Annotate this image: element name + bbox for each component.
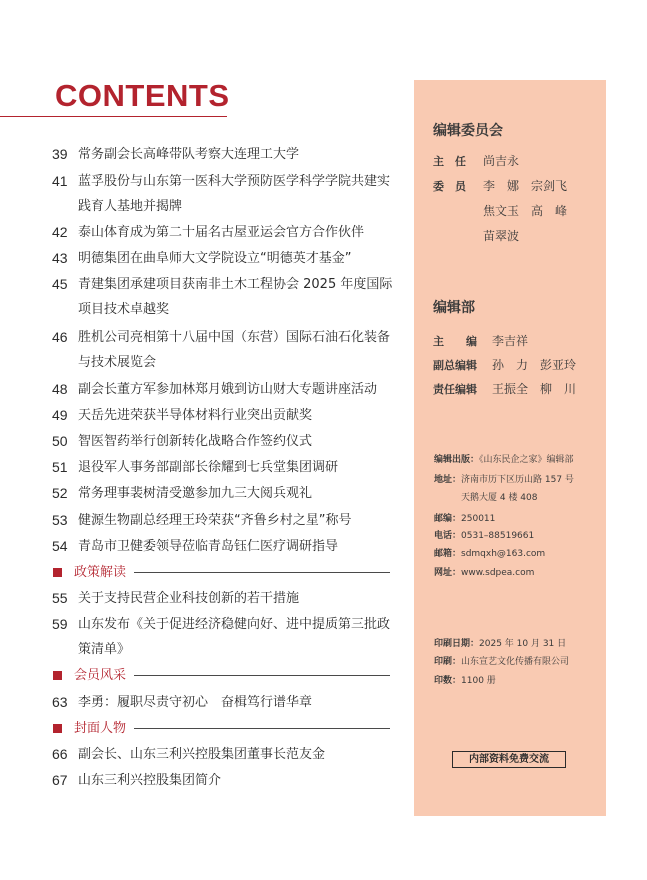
deputy-name: 孙 力 [492,358,529,372]
postcode-value: 250011 [461,514,496,524]
editor-label: 责任编辑 [433,383,477,396]
member-name: 焦文玉 [483,204,520,218]
page-number: 41 [52,173,68,189]
entry-title: 常务副会长高峰带队考察大连理工大学 [78,147,300,162]
entry-title: 副会长、山东三利兴控股集团董事长范友金 [78,747,326,762]
section-cover [52,719,390,739]
phone-value: 0531–88519661 [461,531,535,541]
page-number: 67 [52,772,68,788]
toc-entry[interactable] [52,455,402,480]
entry-title: 副会长董方军参加林郑月娥到访山财大专题讲座活动 [78,382,378,397]
entry-title: 山东三利兴控股集团简介 [78,773,222,788]
printer-line [434,656,569,668]
editor-name: 王振全 [492,382,529,396]
print-date-value: 2025 年 10 月 31 日 [479,639,567,649]
web-label: 网址： [434,568,462,578]
toc-entry[interactable] [52,246,402,271]
section-label: 政策解读 [74,565,127,580]
chief-label: 主 编 [433,335,477,348]
copies-label: 印数： [434,676,462,686]
dept-title: 编辑部 [433,300,475,316]
print-date-label: 印刷日期： [434,639,480,649]
page-number: 50 [52,433,68,449]
page-title: CONTENTS [55,78,230,113]
toc-entry[interactable] [52,272,402,322]
toc-entry[interactable] [52,429,402,454]
section-label: 封面人物 [74,721,127,736]
member-label: 委 员 [433,180,466,193]
toc-entry[interactable] [52,742,402,767]
title-rule [0,116,227,117]
page-number: 53 [52,512,68,528]
entry-title: 常务理事裴树清受邀参加九三大阅兵观礼 [78,486,313,501]
toc-entry[interactable] [52,534,402,559]
address-line [434,474,574,486]
entry-title: 蓝孚股份与山东第一医科大学预防医学科学学院共建实践育人基地并揭牌 [78,174,391,214]
entry-title: 李勇：履职尽责守初心 奋楫笃行谱华章 [78,695,313,710]
section-members [52,666,390,686]
entry-title: 智医智药举行创新转化战略合作签约仪式 [78,434,313,449]
toc-entry[interactable] [52,403,402,428]
internal-notice-stamp: 内部资料免费交流 [452,751,566,768]
toc-entry[interactable] [52,325,402,375]
toc-entry[interactable] [52,586,402,611]
entry-title: 泰山体育成为第二十届名古屋亚运会官方合作伙伴 [78,225,365,240]
member-name: 宗剑飞 [531,179,568,193]
member-name: 李 娜 [483,179,520,193]
postcode-line [434,513,495,525]
entry-title: 天岳先进荣获半导体材料行业突出贡献奖 [78,408,313,423]
deputy-name: 彭亚玲 [540,358,577,372]
director-name: 尚吉永 [483,154,520,168]
page-number: 39 [52,146,68,162]
address-value: 济南市历下区历山路 157 号 [461,475,574,485]
page-number: 52 [52,485,68,501]
deputy-label: 副总编辑 [433,359,477,372]
publisher-line [434,454,574,466]
toc-entry[interactable] [52,220,402,245]
email-line [434,548,545,560]
page-number: 43 [52,250,68,266]
address-line-2: 天鹅大厦 4 楼 408 [461,493,538,503]
committee-title: 编辑委员会 [433,123,503,139]
printer-value: 山东宣艺文化传播有限公司 [461,657,570,667]
print-date-line [434,638,566,650]
entry-title: 青岛市卫健委领导莅临青岛钰仁医疗调研指导 [78,539,339,554]
page-number: 55 [52,590,68,606]
page-number: 46 [52,329,68,345]
page-number: 54 [52,538,68,554]
page-number: 45 [52,276,68,292]
postcode-label: 邮编： [434,514,462,524]
member-name: 苗翠波 [483,229,520,243]
section-marker [53,671,62,680]
page-number: 49 [52,407,68,423]
toc-entry[interactable] [52,612,402,662]
section-divider [134,572,390,573]
entry-title: 山东发布《关于促进经济稳健向好、进中提质第三批政策清单》 [78,617,391,657]
director-label: 主 任 [433,155,466,168]
toc-entry[interactable] [52,690,402,715]
entry-title: 退役军人事务部副部长徐耀到七兵堂集团调研 [78,460,339,475]
page-number: 48 [52,381,68,397]
entry-title: 健源生物副总经理王玲荣获“齐鲁乡村之星”称号 [78,513,352,528]
email-value[interactable]: sdmqxh@163.com [461,549,546,559]
entry-title: 关于支持民营企业科技创新的若干措施 [78,591,300,606]
chief-name: 李吉祥 [492,334,529,348]
page-number: 63 [52,694,68,710]
publisher-label: 编辑出版： [434,455,480,465]
toc-entry[interactable] [52,508,402,533]
toc-entry[interactable] [52,142,402,167]
toc-entry[interactable] [52,481,402,506]
publisher-value: 《山东民企之家》编辑部 [479,455,574,465]
page-number: 59 [52,616,68,632]
section-marker [53,724,62,733]
toc-entry[interactable] [52,768,402,793]
section-divider [134,675,390,676]
page-number: 66 [52,746,68,762]
phone-line [434,530,534,542]
page-number: 42 [52,224,68,240]
copies-line [434,675,496,687]
entry-title: 青建集团承建项目获南非土木工程协会 2025 年度国际项目技术卓越奖 [78,277,393,317]
toc-entry[interactable] [52,169,402,219]
editor-name: 柳 川 [540,382,577,396]
phone-label: 电话： [434,531,462,541]
web-value[interactable]: www.sdpea.com [461,568,535,578]
page-number: 51 [52,459,68,475]
section-marker [53,568,62,577]
address-label: 地址： [434,475,462,485]
section-policy [52,563,390,583]
printer-label: 印刷： [434,657,462,667]
section-divider [134,728,390,729]
entry-title: 明德集团在曲阜师大文学院设立“明德英才基金” [78,251,352,266]
member-name: 高 峰 [531,204,568,218]
section-label: 会员风采 [74,668,127,683]
entry-title: 胜机公司亮相第十八届中国（东营）国际石油石化装备与技术展览会 [78,330,391,370]
toc-entry[interactable] [52,377,402,402]
email-label: 邮箱： [434,549,462,559]
copies-value: 1100 册 [461,676,496,686]
web-line [434,567,534,579]
